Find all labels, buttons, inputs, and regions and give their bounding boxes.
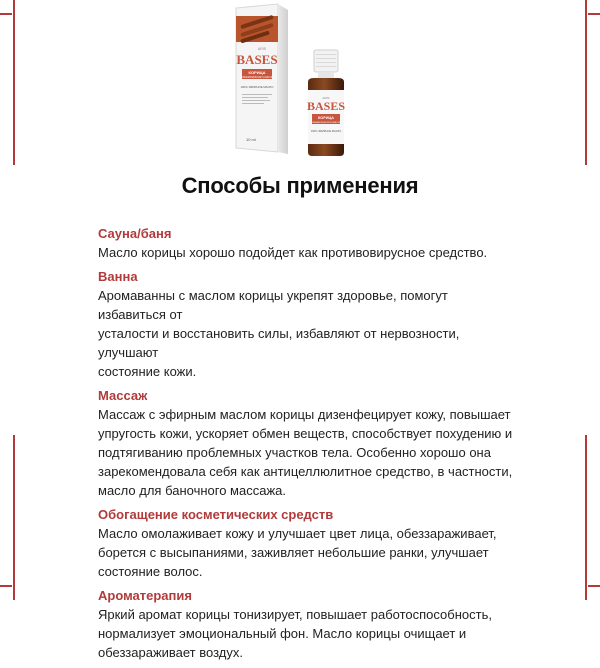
text-line: борется с высыпаниями, заживляет небольшие ранки, улучшает bbox=[98, 545, 489, 560]
bottle-purity: 100% ЭФИРНОЕ МАСЛО bbox=[310, 130, 342, 133]
bottle-brand-prefix: ARIS bbox=[322, 96, 330, 100]
text-line: обеззараживает воздух. bbox=[98, 645, 243, 660]
text-line: усталости и восстановить силы, избавляют от нервозности, улучшают bbox=[98, 326, 460, 360]
product-illustration bbox=[222, 2, 378, 157]
frame-corner-bottom-left-h bbox=[0, 585, 12, 587]
section-text bbox=[98, 243, 518, 262]
frame-corner-bottom-right bbox=[585, 435, 587, 600]
section-text bbox=[98, 524, 518, 581]
box-volume: 10 ml bbox=[246, 137, 256, 142]
frame-corner-top-right-h bbox=[588, 13, 600, 15]
box-purity: 100% ЭФИРНОЕ МАСЛО bbox=[240, 85, 274, 89]
section-massage bbox=[98, 387, 518, 500]
box-latin-name: CINNAMOMUM ZEYLANICUM bbox=[240, 76, 274, 79]
text-line: зарекомендовала себя как антицеллюлитное средство, в частности, bbox=[98, 464, 513, 479]
frame-corner-bottom-left bbox=[13, 435, 15, 600]
text-line: подтягиванию проблемных участков тела. Особенно хорошо она bbox=[98, 445, 491, 460]
text-line: Масло омолаживает кожу и улучшает цвет лица, обеззараживает, bbox=[98, 526, 497, 541]
section-aromatherapy bbox=[98, 587, 518, 662]
section-cosmetics bbox=[98, 506, 518, 581]
section-title: Массаж bbox=[98, 388, 148, 403]
product-box bbox=[236, 4, 288, 154]
product-bottle bbox=[307, 50, 345, 156]
text-line: Массаж с эфирным маслом корицы дизенфецирует кожу, повышает bbox=[98, 407, 511, 422]
text-line: Яркий аромат корицы тонизирует, повышает работоспособность, bbox=[98, 607, 492, 622]
box-product-name: КОРИЦА bbox=[248, 70, 266, 75]
product-image bbox=[222, 2, 378, 157]
section-text bbox=[98, 605, 518, 662]
section-title: Сауна/баня bbox=[98, 226, 172, 241]
usage-sections bbox=[98, 225, 518, 668]
frame-corner-top-left-h bbox=[0, 13, 12, 15]
frame-corner-bottom-right-h bbox=[588, 585, 600, 587]
text-line: нормализует эмоциональный фон. Масло корицы очищает и bbox=[98, 626, 467, 641]
section-sauna bbox=[98, 225, 518, 262]
bottle-product-name: КОРИЦА bbox=[317, 116, 335, 120]
text-line: масло для баночного массажа. bbox=[98, 483, 286, 498]
section-title: Ароматерапия bbox=[98, 588, 192, 603]
box-brand-prefix: ARIS bbox=[257, 47, 267, 51]
text-line: упругость кожи, ускоряет обмен веществ, способствует похудению и bbox=[98, 426, 513, 441]
bottle-latin-name: CINNAMOMUM ZEYLANICUM bbox=[310, 122, 342, 124]
text-line: Масло корицы хорошо подойдет как противовирусное средство. bbox=[98, 245, 488, 260]
page-title: Способы применения bbox=[181, 173, 419, 198]
section-title: Ванна bbox=[98, 269, 138, 284]
frame-corner-top-left bbox=[13, 0, 15, 165]
bottle-brand: BASES bbox=[306, 99, 346, 113]
section-bath bbox=[98, 268, 518, 381]
box-brand: BASES bbox=[236, 52, 278, 67]
text-line: состояние волос. bbox=[98, 564, 203, 579]
section-title: Обогащение косметических средств bbox=[98, 507, 334, 522]
text-line: состояние кожи. bbox=[98, 364, 197, 379]
section-text bbox=[98, 286, 518, 381]
section-text bbox=[98, 405, 518, 500]
text-line: Аромаванны с маслом корицы укрепят здоровье, помогут избавиться от bbox=[98, 288, 448, 322]
frame-corner-top-right bbox=[585, 0, 587, 165]
